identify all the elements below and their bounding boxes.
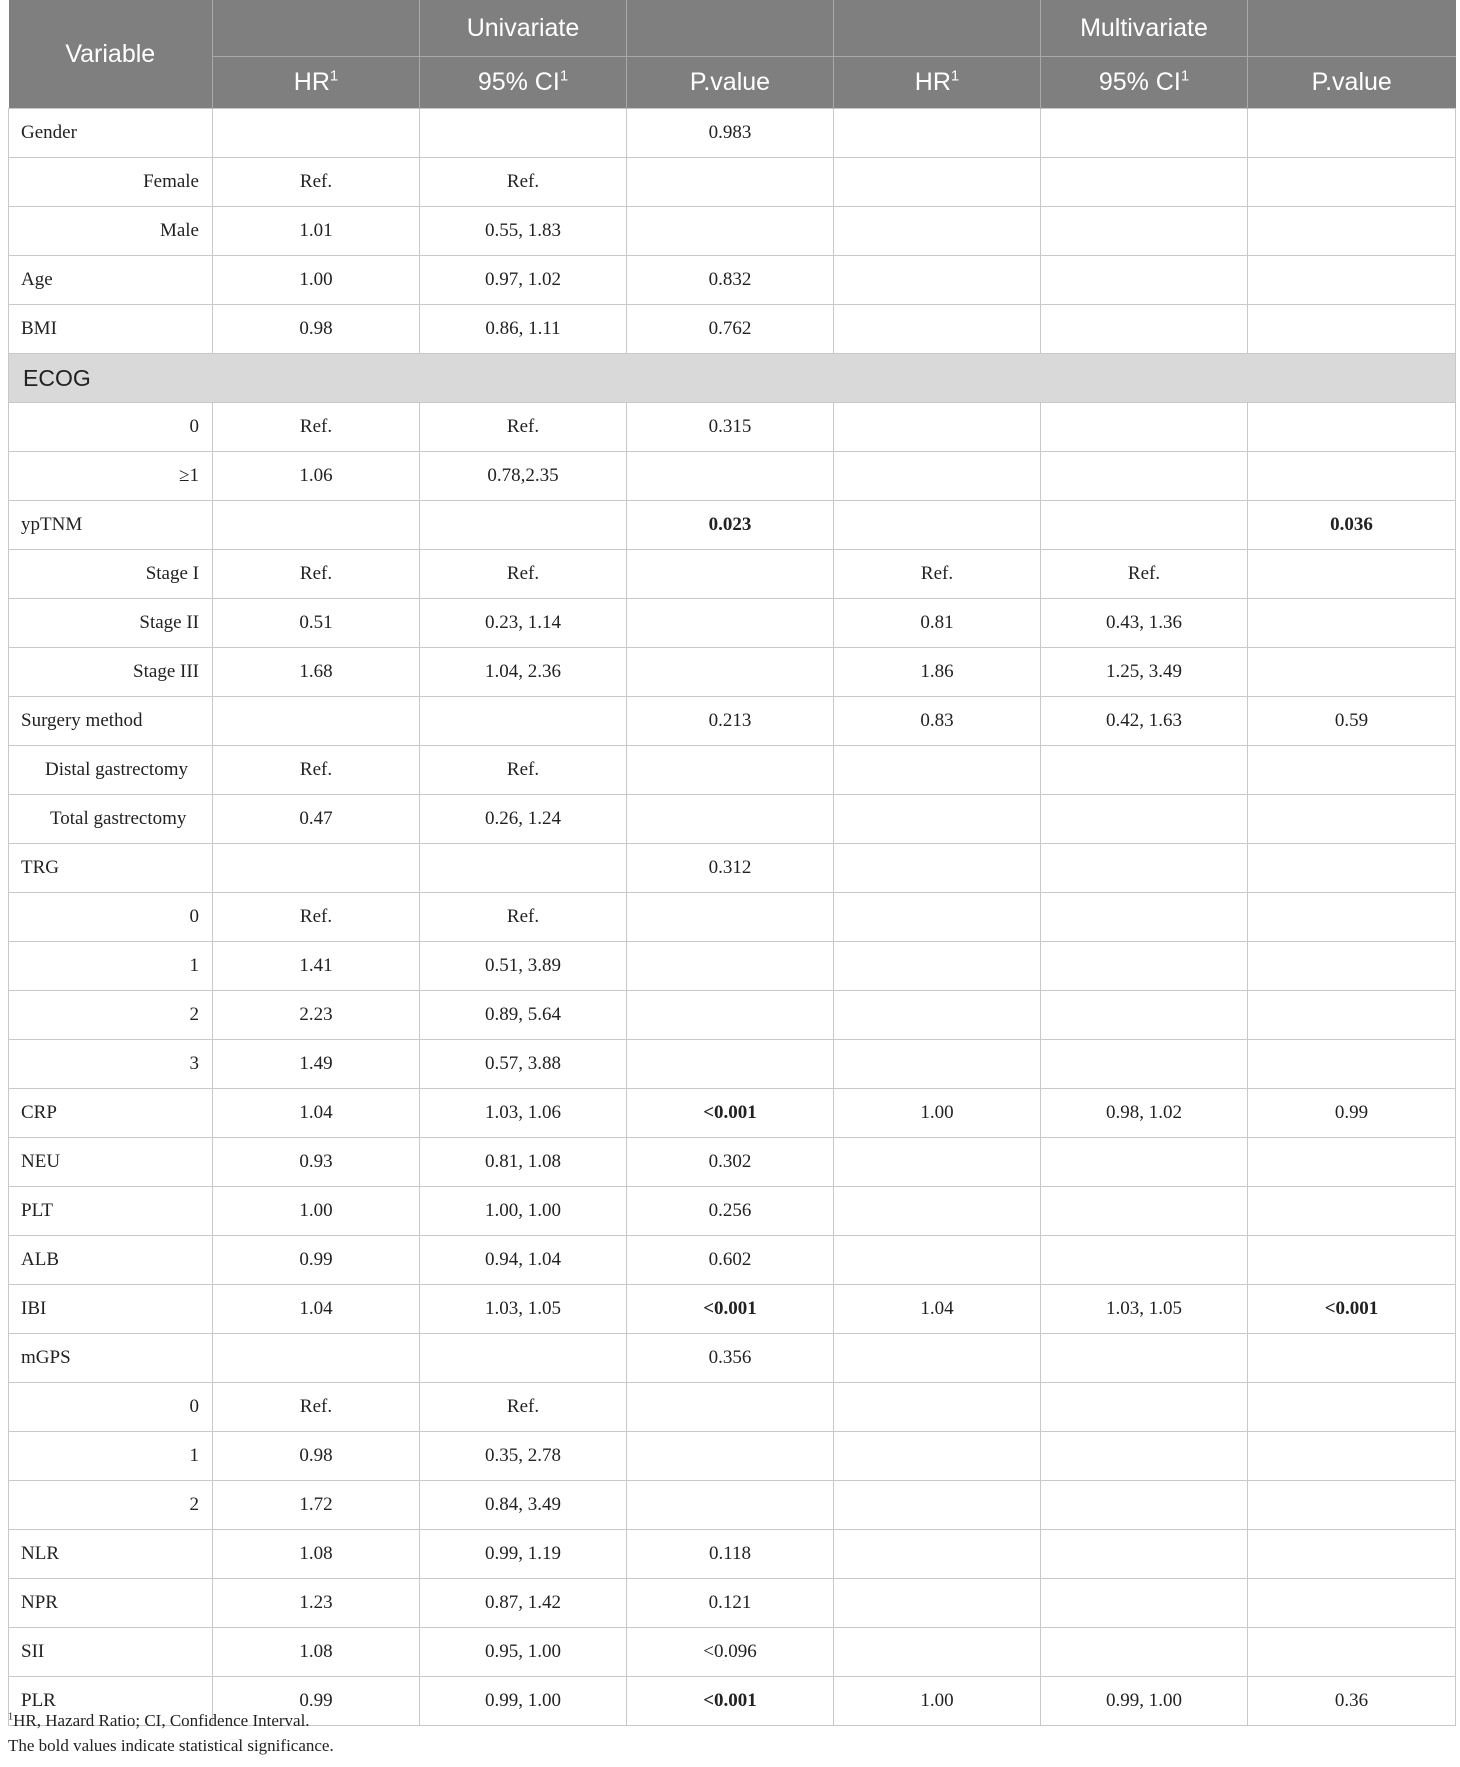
cell-variable: BMI	[9, 305, 213, 354]
cell-ci-univariate: 0.86, 1.11	[420, 305, 627, 354]
cell-pvalue-univariate	[627, 1040, 834, 1089]
cell-pvalue-univariate: 0.121	[627, 1579, 834, 1628]
header-hr-univariate: $HR^1$	[213, 57, 420, 109]
cell-ci-multivariate	[1041, 746, 1248, 795]
cell-pvalue-multivariate	[1248, 158, 1456, 207]
cell-ci-univariate	[420, 501, 627, 550]
cell-variable: Gender	[9, 109, 213, 158]
cell-ci-univariate: 1.00, 1.00	[420, 1187, 627, 1236]
cell-pvalue-univariate	[627, 991, 834, 1040]
cell-variable: 3	[9, 1040, 213, 1089]
cell-hr-univariate	[213, 1334, 420, 1383]
cell-hr-univariate: 1.41	[213, 942, 420, 991]
cell-hr-multivariate	[834, 1040, 1041, 1089]
cell-ci-univariate	[420, 697, 627, 746]
cell-variable: Age	[9, 256, 213, 305]
cell-variable: TRG	[9, 844, 213, 893]
cell-variable: SII	[9, 1628, 213, 1677]
table-row	[9, 942, 1456, 991]
cell-hr-univariate	[213, 109, 420, 158]
cell-variable: Distal gastrectomy	[9, 746, 213, 795]
table-row	[9, 207, 1456, 256]
cell-hr-multivariate: 1.00	[834, 1089, 1041, 1138]
table-header	[9, 0, 1456, 109]
cell-ci-univariate: Ref.	[420, 550, 627, 599]
cell-hr-univariate: 1.08	[213, 1530, 420, 1579]
table-row	[9, 991, 1456, 1040]
table-row	[9, 1138, 1456, 1187]
cell-ci-univariate: 1.03, 1.05	[420, 1285, 627, 1334]
cell-pvalue-multivariate	[1248, 599, 1456, 648]
cell-ci-multivariate: 0.42, 1.63	[1041, 697, 1248, 746]
table-row	[9, 844, 1456, 893]
table-row	[9, 893, 1456, 942]
cell-variable: NPR	[9, 1579, 213, 1628]
cox-regression-table	[8, 0, 1456, 1726]
header-pvalue-univariate: P.value	[627, 57, 834, 109]
cell-ci-multivariate: 0.98, 1.02	[1041, 1089, 1248, 1138]
cell-ci-multivariate: 1.25, 3.49	[1041, 648, 1248, 697]
cell-pvalue-univariate	[627, 893, 834, 942]
cell-hr-univariate: 0.99	[213, 1677, 420, 1726]
cell-pvalue-multivariate	[1248, 207, 1456, 256]
header-ci-multivariate: 95% $CI^1$	[1041, 57, 1248, 109]
cell-hr-univariate: 1.04	[213, 1089, 420, 1138]
cell-hr-multivariate	[834, 1579, 1041, 1628]
cell-hr-multivariate	[834, 1236, 1041, 1285]
table-row	[9, 1334, 1456, 1383]
cell-ci-multivariate	[1041, 452, 1248, 501]
cell-pvalue-multivariate	[1248, 648, 1456, 697]
cell-hr-univariate: 1.08	[213, 1628, 420, 1677]
cell-pvalue-multivariate	[1248, 1579, 1456, 1628]
cell-ci-multivariate: 1.03, 1.05	[1041, 1285, 1248, 1334]
cell-variable: IBI	[9, 1285, 213, 1334]
cell-hr-multivariate: 1.04	[834, 1285, 1041, 1334]
cell-hr-multivariate	[834, 942, 1041, 991]
cell-pvalue-multivariate	[1248, 550, 1456, 599]
cell-ci-multivariate	[1041, 893, 1248, 942]
cell-pvalue-multivariate	[1248, 1530, 1456, 1579]
cell-pvalue-univariate	[627, 795, 834, 844]
table-body	[9, 109, 1456, 1726]
cell-pvalue-multivariate: 0.36	[1248, 1677, 1456, 1726]
header-pvalue-multivariate: P.value	[1248, 57, 1456, 109]
cell-pvalue-univariate: 0.256	[627, 1187, 834, 1236]
cell-ci-multivariate	[1041, 1334, 1248, 1383]
cell-pvalue-multivariate	[1248, 256, 1456, 305]
cell-ci-univariate: 0.99, 1.19	[420, 1530, 627, 1579]
cell-pvalue-multivariate	[1248, 452, 1456, 501]
cell-variable: 1	[9, 1432, 213, 1481]
cell-pvalue-multivariate	[1248, 1481, 1456, 1530]
table-row	[9, 158, 1456, 207]
cell-ci-multivariate	[1041, 844, 1248, 893]
cell-variable: ypTNM	[9, 501, 213, 550]
cell-pvalue-multivariate	[1248, 893, 1456, 942]
cell-hr-univariate: Ref.	[213, 403, 420, 452]
cell-ci-univariate	[420, 844, 627, 893]
cell-variable: mGPS	[9, 1334, 213, 1383]
table-row	[9, 1040, 1456, 1089]
cell-ci-univariate: Ref.	[420, 403, 627, 452]
table-row	[9, 746, 1456, 795]
cell-ci-univariate: 0.35, 2.78	[420, 1432, 627, 1481]
cell-hr-multivariate	[834, 158, 1041, 207]
cell-pvalue-univariate: 0.118	[627, 1530, 834, 1579]
cell-variable: NLR	[9, 1530, 213, 1579]
cell-ci-univariate: 0.84, 3.49	[420, 1481, 627, 1530]
cell-ci-multivariate	[1041, 207, 1248, 256]
table-row	[9, 1285, 1456, 1334]
cell-hr-univariate: 1.06	[213, 452, 420, 501]
table-row	[9, 501, 1456, 550]
cell-ci-univariate: 0.87, 1.42	[420, 1579, 627, 1628]
cell-hr-univariate: 1.23	[213, 1579, 420, 1628]
table-row	[9, 1383, 1456, 1432]
cell-ci-univariate: 1.04, 2.36	[420, 648, 627, 697]
cell-pvalue-univariate	[627, 746, 834, 795]
footnote-bold-note: The bold values indicate statistical significance.	[8, 1736, 334, 1755]
cell-ci-univariate: Ref.	[420, 746, 627, 795]
cell-pvalue-univariate	[627, 1481, 834, 1530]
cell-ci-multivariate	[1041, 1432, 1248, 1481]
cell-hr-multivariate	[834, 844, 1041, 893]
cell-hr-univariate: 2.23	[213, 991, 420, 1040]
cell-ci-multivariate: Ref.	[1041, 550, 1248, 599]
cell-hr-univariate: Ref.	[213, 550, 420, 599]
cell-pvalue-univariate: 0.213	[627, 697, 834, 746]
cell-ci-univariate	[420, 109, 627, 158]
cell-hr-multivariate	[834, 1187, 1041, 1236]
cell-pvalue-multivariate	[1248, 844, 1456, 893]
cell-ci-multivariate	[1041, 1138, 1248, 1187]
cell-pvalue-multivariate: 0.59	[1248, 697, 1456, 746]
cell-pvalue-univariate: 0.356	[627, 1334, 834, 1383]
cell-pvalue-multivariate: 0.99	[1248, 1089, 1456, 1138]
header-hr-multivariate: $HR^1$	[834, 57, 1041, 109]
table-row	[9, 1089, 1456, 1138]
cell-pvalue-univariate: 0.023	[627, 501, 834, 550]
cell-pvalue-univariate: 0.315	[627, 403, 834, 452]
cell-ci-univariate: 0.94, 1.04	[420, 1236, 627, 1285]
table-row	[9, 1628, 1456, 1677]
cell-ci-multivariate	[1041, 1383, 1248, 1432]
cell-hr-univariate: Ref.	[213, 158, 420, 207]
cell-variable: Total gastrectomy	[9, 795, 213, 844]
cell-ci-univariate: 0.57, 3.88	[420, 1040, 627, 1089]
cell-pvalue-multivariate	[1248, 1236, 1456, 1285]
cell-variable: PLT	[9, 1187, 213, 1236]
section-row	[9, 354, 1456, 403]
cell-hr-multivariate	[834, 403, 1041, 452]
table-row	[9, 648, 1456, 697]
table-row	[9, 1530, 1456, 1579]
cell-hr-multivariate: 0.81	[834, 599, 1041, 648]
table-row	[9, 1481, 1456, 1530]
table-row	[9, 109, 1456, 158]
cell-ci-multivariate	[1041, 1579, 1248, 1628]
footnote-abbreviations: $^1$HR, Hazard Ratio; CI, Confidence Interval.	[8, 1711, 310, 1730]
cell-hr-univariate	[213, 697, 420, 746]
cell-pvalue-multivariate	[1248, 795, 1456, 844]
cell-ci-multivariate	[1041, 1236, 1248, 1285]
cell-ci-multivariate	[1041, 501, 1248, 550]
cell-hr-univariate: 0.47	[213, 795, 420, 844]
cell-ci-univariate: Ref.	[420, 158, 627, 207]
cell-ci-multivariate	[1041, 991, 1248, 1040]
table-row	[9, 1187, 1456, 1236]
cell-hr-univariate: Ref.	[213, 1383, 420, 1432]
cell-ci-univariate: 0.26, 1.24	[420, 795, 627, 844]
cell-pvalue-multivariate	[1248, 1040, 1456, 1089]
table-row	[9, 403, 1456, 452]
table-row	[9, 452, 1456, 501]
cell-pvalue-univariate: <0.001	[627, 1677, 834, 1726]
cell-ci-univariate: 0.95, 1.00	[420, 1628, 627, 1677]
cell-pvalue-univariate: 0.762	[627, 305, 834, 354]
cell-pvalue-multivariate	[1248, 1138, 1456, 1187]
cell-pvalue-univariate	[627, 942, 834, 991]
cell-pvalue-multivariate	[1248, 991, 1456, 1040]
cell-hr-multivariate	[834, 207, 1041, 256]
cell-hr-univariate: 0.98	[213, 1432, 420, 1481]
cell-pvalue-multivariate	[1248, 403, 1456, 452]
header-variable: Variable	[9, 0, 213, 109]
cell-pvalue-multivariate	[1248, 1187, 1456, 1236]
cell-hr-univariate: 0.93	[213, 1138, 420, 1187]
cell-ci-univariate	[420, 1334, 627, 1383]
header-ci-univariate: 95% $CI^1$	[420, 57, 627, 109]
cell-variable: CRP	[9, 1089, 213, 1138]
cell-hr-multivariate	[834, 305, 1041, 354]
table-row	[9, 599, 1456, 648]
cell-ci-univariate: Ref.	[420, 1383, 627, 1432]
cell-hr-multivariate: 1.00	[834, 1677, 1041, 1726]
cell-ci-multivariate	[1041, 1187, 1248, 1236]
cell-ci-multivariate	[1041, 1481, 1248, 1530]
cell-variable: ALB	[9, 1236, 213, 1285]
cell-pvalue-univariate: <0.096	[627, 1628, 834, 1677]
cell-ci-multivariate	[1041, 256, 1248, 305]
cell-hr-univariate: 0.98	[213, 305, 420, 354]
cell-hr-multivariate: 0.83	[834, 697, 1041, 746]
cell-hr-multivariate	[834, 991, 1041, 1040]
cell-variable: Surgery method	[9, 697, 213, 746]
cell-pvalue-univariate: 0.602	[627, 1236, 834, 1285]
header-univariate: Univariate	[420, 0, 627, 57]
cell-ci-univariate: 0.81, 1.08	[420, 1138, 627, 1187]
cell-ci-univariate: 0.23, 1.14	[420, 599, 627, 648]
cell-ci-multivariate: 0.99, 1.00	[1041, 1677, 1248, 1726]
cell-pvalue-multivariate	[1248, 942, 1456, 991]
cell-hr-univariate: 1.01	[213, 207, 420, 256]
cell-ci-multivariate	[1041, 158, 1248, 207]
table-row	[9, 1236, 1456, 1285]
table-row	[9, 550, 1456, 599]
results-table-container	[8, 0, 1455, 1726]
table-row	[9, 795, 1456, 844]
cell-hr-multivariate	[834, 109, 1041, 158]
cell-hr-univariate	[213, 844, 420, 893]
cell-variable: ≥1	[9, 452, 213, 501]
cell-variable: 0	[9, 893, 213, 942]
cell-hr-univariate: 1.04	[213, 1285, 420, 1334]
cell-ci-multivariate	[1041, 403, 1248, 452]
cell-hr-multivariate	[834, 1628, 1041, 1677]
cell-ci-multivariate	[1041, 1040, 1248, 1089]
cell-hr-univariate: 1.72	[213, 1481, 420, 1530]
header-multivariate: Multivariate	[1041, 0, 1248, 57]
cell-pvalue-univariate	[627, 1383, 834, 1432]
cell-pvalue-univariate	[627, 158, 834, 207]
cell-variable: Male	[9, 207, 213, 256]
cell-variable: Stage I	[9, 550, 213, 599]
cell-variable: 1	[9, 942, 213, 991]
cell-ci-multivariate	[1041, 109, 1248, 158]
cell-pvalue-univariate	[627, 452, 834, 501]
cell-pvalue-univariate: <0.001	[627, 1285, 834, 1334]
cell-hr-multivariate	[834, 452, 1041, 501]
cell-pvalue-multivariate	[1248, 1628, 1456, 1677]
cell-variable: 0	[9, 1383, 213, 1432]
table-row	[9, 256, 1456, 305]
header-blank	[213, 0, 420, 57]
cell-pvalue-univariate	[627, 550, 834, 599]
cell-ci-univariate: 1.03, 1.06	[420, 1089, 627, 1138]
cell-hr-multivariate: 1.86	[834, 648, 1041, 697]
cell-hr-univariate: Ref.	[213, 893, 420, 942]
cell-pvalue-univariate	[627, 1432, 834, 1481]
cell-hr-multivariate	[834, 1432, 1041, 1481]
cell-hr-multivariate	[834, 256, 1041, 305]
cell-ci-multivariate	[1041, 795, 1248, 844]
cell-pvalue-univariate	[627, 599, 834, 648]
cell-pvalue-univariate	[627, 207, 834, 256]
cell-ci-multivariate: 0.43, 1.36	[1041, 599, 1248, 648]
cell-pvalue-multivariate	[1248, 746, 1456, 795]
cell-variable: 0	[9, 403, 213, 452]
table-row	[9, 305, 1456, 354]
cell-hr-univariate	[213, 501, 420, 550]
cell-pvalue-multivariate	[1248, 305, 1456, 354]
cell-pvalue-univariate: 0.302	[627, 1138, 834, 1187]
cell-hr-multivariate	[834, 795, 1041, 844]
table-row	[9, 697, 1456, 746]
cell-ci-univariate: 0.89, 5.64	[420, 991, 627, 1040]
cell-variable: 2	[9, 991, 213, 1040]
cell-pvalue-multivariate	[1248, 1383, 1456, 1432]
cell-pvalue-univariate: <0.001	[627, 1089, 834, 1138]
cell-variable: Female	[9, 158, 213, 207]
cell-pvalue-multivariate: <0.001	[1248, 1285, 1456, 1334]
cell-hr-univariate: 0.99	[213, 1236, 420, 1285]
cell-pvalue-univariate: 0.983	[627, 109, 834, 158]
cell-hr-multivariate	[834, 1383, 1041, 1432]
cell-hr-univariate: 1.00	[213, 256, 420, 305]
cell-ci-multivariate	[1041, 1530, 1248, 1579]
cell-hr-multivariate	[834, 893, 1041, 942]
cell-variable: Stage III	[9, 648, 213, 697]
cell-pvalue-multivariate	[1248, 1432, 1456, 1481]
cell-variable: Stage II	[9, 599, 213, 648]
cell-ci-univariate: Ref.	[420, 893, 627, 942]
cell-pvalue-univariate	[627, 648, 834, 697]
cell-pvalue-multivariate: 0.036	[1248, 501, 1456, 550]
table-footnotes	[8, 1708, 334, 1758]
cell-hr-univariate: 0.51	[213, 599, 420, 648]
table-row	[9, 1579, 1456, 1628]
cell-ci-univariate: 0.51, 3.89	[420, 942, 627, 991]
cell-ci-univariate: 0.78,2.35	[420, 452, 627, 501]
cell-ci-multivariate	[1041, 305, 1248, 354]
cell-ci-univariate: 0.55, 1.83	[420, 207, 627, 256]
cell-hr-univariate: 1.00	[213, 1187, 420, 1236]
cell-pvalue-univariate: 0.832	[627, 256, 834, 305]
header-blank	[834, 0, 1041, 57]
cell-variable: NEU	[9, 1138, 213, 1187]
section-label: ECOG	[9, 354, 1456, 403]
cell-hr-univariate: 1.68	[213, 648, 420, 697]
table-row	[9, 1432, 1456, 1481]
cell-pvalue-multivariate	[1248, 109, 1456, 158]
cell-variable: 2	[9, 1481, 213, 1530]
cell-hr-multivariate: Ref.	[834, 550, 1041, 599]
cell-ci-univariate: 0.99, 1.00	[420, 1677, 627, 1726]
cell-hr-multivariate	[834, 1138, 1041, 1187]
cell-hr-multivariate	[834, 501, 1041, 550]
cell-hr-univariate: 1.49	[213, 1040, 420, 1089]
cell-hr-multivariate	[834, 746, 1041, 795]
cell-ci-multivariate	[1041, 942, 1248, 991]
cell-pvalue-univariate: 0.312	[627, 844, 834, 893]
cell-pvalue-multivariate	[1248, 1334, 1456, 1383]
cell-ci-multivariate	[1041, 1628, 1248, 1677]
cell-ci-univariate: 0.97, 1.02	[420, 256, 627, 305]
cell-variable: PLR	[9, 1677, 213, 1726]
cell-hr-multivariate	[834, 1334, 1041, 1383]
cell-hr-multivariate	[834, 1481, 1041, 1530]
header-blank	[1248, 0, 1456, 57]
cell-hr-multivariate	[834, 1530, 1041, 1579]
cell-hr-univariate: Ref.	[213, 746, 420, 795]
header-blank	[627, 0, 834, 57]
